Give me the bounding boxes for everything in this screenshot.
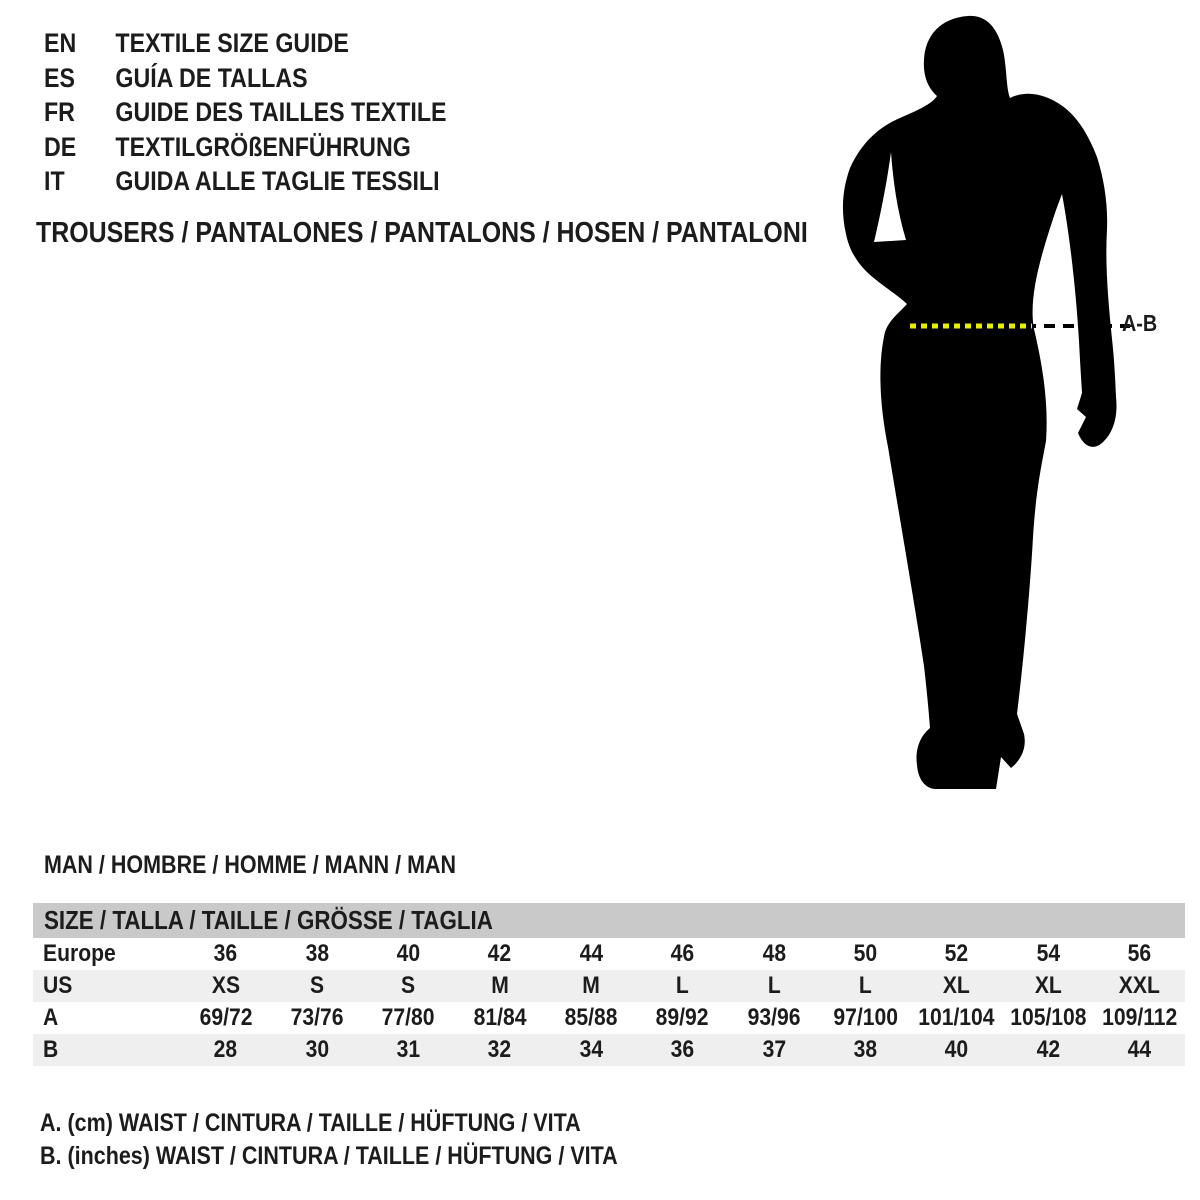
table-cell: 109/112 — [1101, 1004, 1177, 1031]
man-silhouette-figure — [820, 0, 1200, 800]
table-cell: XL — [943, 972, 971, 999]
measure-marker-label: A-B — [1122, 310, 1158, 336]
table-cell: 40 — [396, 940, 421, 967]
table-cell: L — [676, 972, 689, 999]
table-cell: 44 — [579, 940, 603, 967]
table-cell: L — [858, 972, 872, 999]
row-label: A — [43, 1004, 59, 1031]
table-cell: 36 — [670, 1036, 695, 1063]
size-table-header: SIZE / TALLA / TAILLE / GRÖSSE / TAGLIA — [33, 903, 1185, 938]
footnote-a: A. (cm) WAIST / CINTURA / TAILLE / HÜFTUNG / VITA — [40, 1109, 581, 1137]
language-code: DE — [44, 131, 77, 162]
table-cell: 36 — [213, 940, 238, 967]
table-cell: 32 — [488, 1036, 512, 1063]
row-label: Europe — [43, 940, 116, 967]
table-cell: 48 — [762, 940, 786, 967]
table-cell: L — [767, 972, 781, 999]
table-cell: 52 — [944, 940, 969, 967]
table-cell: M — [582, 972, 600, 999]
guide-title: GUIDA ALLE TAGLIE TESSILI — [115, 166, 440, 197]
table-cell: 69/72 — [199, 1004, 253, 1031]
language-title-list — [44, 28, 512, 201]
table-cell: 40 — [944, 1036, 969, 1063]
table-row-a-cm — [33, 1002, 1185, 1034]
table-cell: 85/88 — [564, 1004, 618, 1031]
table-cell: 93/96 — [747, 1004, 801, 1031]
table-cell: 81/84 — [473, 1004, 527, 1031]
footnote-b: B. (inches) WAIST / CINTURA / TAILLE / HÜFTUNG / VITA — [40, 1142, 618, 1170]
row-label: US — [43, 972, 73, 999]
table-cell: S — [401, 972, 416, 999]
table-cell: 77/80 — [381, 1004, 435, 1031]
table-cell: 101/104 — [918, 1004, 995, 1031]
language-code: ES — [44, 62, 75, 93]
row-label: B — [43, 1036, 59, 1063]
table-cell: 44 — [1127, 1036, 1152, 1063]
language-row-es — [44, 63, 447, 98]
table-cell: XXL — [1118, 972, 1160, 999]
table-cell: 38 — [305, 940, 329, 967]
table-row-b-inches — [33, 1034, 1185, 1066]
language-row-de — [44, 132, 447, 167]
table-cell: 97/100 — [832, 1004, 898, 1031]
table-cell: 105/108 — [1009, 1004, 1087, 1031]
table-cell: 89/92 — [656, 1004, 709, 1031]
table-cell: S — [309, 972, 325, 999]
table-cell: 56 — [1127, 940, 1152, 967]
table-cell: 31 — [396, 1036, 421, 1063]
size-table — [33, 903, 1185, 1066]
language-code: EN — [44, 28, 77, 58]
language-row-it — [44, 166, 447, 201]
table-cell: 73/76 — [290, 1004, 344, 1031]
table-cell: 46 — [670, 940, 695, 967]
language-row-fr — [44, 97, 447, 132]
table-cell: 28 — [213, 1036, 238, 1063]
table-cell: XL — [1034, 972, 1062, 999]
man-silhouette — [820, 0, 1200, 800]
language-row-en — [44, 28, 447, 63]
guide-title: GUÍA DE TALLAS — [115, 62, 308, 93]
footnotes — [40, 1109, 712, 1175]
table-cell: XS — [211, 972, 240, 999]
section-title-man: MAN / HOMBRE / HOMME / MANN / MAN — [44, 851, 457, 879]
table-cell: 30 — [305, 1036, 329, 1063]
table-cell: 37 — [762, 1036, 786, 1063]
table-cell: 54 — [1036, 940, 1060, 967]
product-line-heading: TROUSERS / PANTALONES / PANTALONS / HOSEN / PANTALONI — [36, 217, 808, 249]
silhouette-body — [843, 16, 1117, 789]
guide-title: TEXTILGRÖßENFÜHRUNG — [115, 131, 411, 162]
table-cell: 38 — [853, 1036, 877, 1063]
guide-title: TEXTILE SIZE GUIDE — [115, 28, 349, 58]
language-code: FR — [44, 97, 75, 128]
guide-title: GUIDE DES TAILLES TEXTILE — [115, 97, 447, 128]
table-cell: 50 — [853, 940, 877, 967]
table-cell: M — [490, 972, 509, 999]
table-cell: 34 — [579, 1036, 603, 1063]
table-cell: 42 — [488, 940, 512, 967]
language-code: IT — [44, 166, 65, 197]
table-row-us — [33, 970, 1185, 1002]
table-cell: 42 — [1036, 1036, 1060, 1063]
table-row-europe — [33, 938, 1185, 970]
